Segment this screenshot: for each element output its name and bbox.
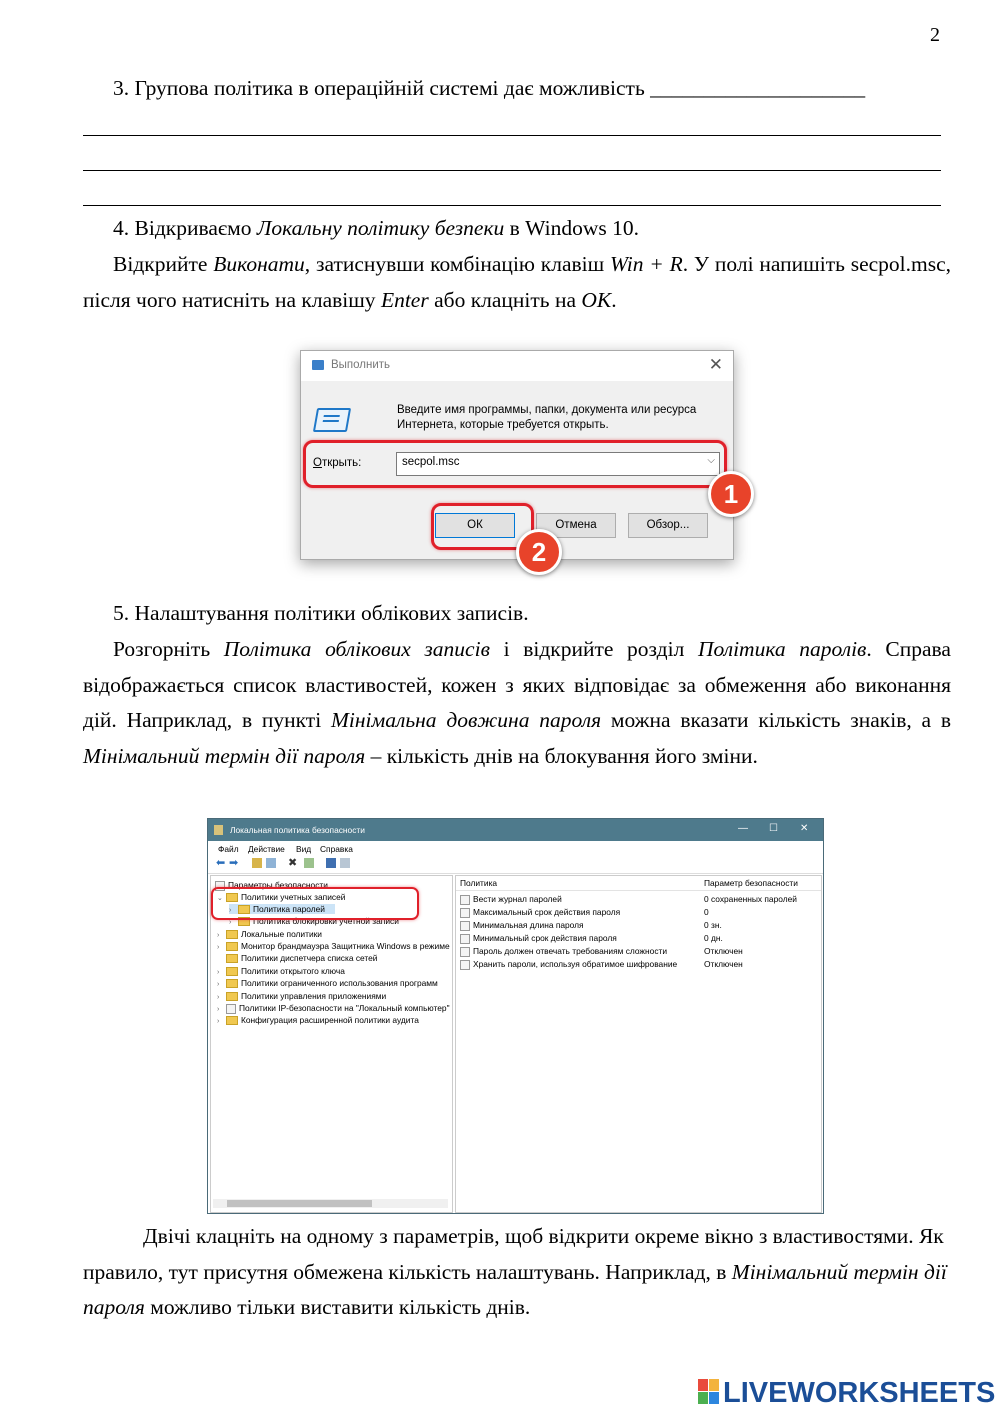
minimize-icon[interactable]: —	[738, 823, 748, 834]
chevron-right-icon: ›	[217, 981, 220, 988]
tree-item-ipsec[interactable]: › Политики IP-безопасности на "Локальный компьютер"	[217, 1003, 450, 1013]
policy-value: Отключен	[704, 946, 743, 956]
tree-pane	[210, 875, 453, 1213]
logo-icon	[698, 1379, 720, 1405]
folder-icon	[226, 1016, 238, 1025]
tree-item-network-list[interactable]: Политики диспетчера списка сетей	[217, 953, 377, 963]
policy-name: Хранить пароли, используя обратимое шифрование	[473, 959, 678, 969]
tree-item-account-policies[interactable]: ⌄ Политики учетных записей	[217, 892, 346, 902]
show-tree-icon[interactable]	[266, 858, 276, 868]
cancel-button[interactable]: Отмена	[536, 513, 616, 538]
chevron-right-icon: ›	[217, 994, 220, 1001]
tree-item-firewall[interactable]: › Монитор брандмауэра Защитника Windows в режиме	[217, 941, 450, 951]
menu-help[interactable]: Справка	[320, 844, 353, 854]
item5-paragraph: Розгорніть Політика облікових записів і відкрийте розділ Політика паролів. Справа відображається список властивостей, кожен з яких відповідає за обмеження або виконання дій. Наприклад, в пункті Мінімальна довжина пароля можна вказати кількість знаків, а в Мінімальний термін дії пароля – кількість днів на блокування його зміни.	[83, 637, 952, 768]
menu-action[interactable]: Действие	[248, 844, 285, 854]
highlight-input	[303, 440, 727, 488]
folder-icon	[226, 930, 238, 939]
menu-file[interactable]: Файл	[218, 844, 239, 854]
policy-name: Пароль должен отвечать требованиям сложности	[473, 946, 668, 956]
forward-icon[interactable]: ➡	[229, 857, 239, 869]
chevron-down-icon: ⌄	[217, 895, 223, 902]
folder-icon	[226, 942, 238, 951]
liveworksheets-logo: LIVEWORKSHEETS	[698, 1377, 995, 1409]
back-icon[interactable]: ⬅	[216, 857, 226, 869]
folder-icon	[226, 992, 238, 1001]
folder-icon	[226, 954, 238, 963]
open-input-value: secpol.msc	[402, 456, 460, 468]
policy-icon	[460, 934, 470, 944]
policy-value: 0 сохраненных паролей	[704, 894, 797, 904]
policy-value: 0	[704, 907, 709, 917]
run-titlebar	[301, 351, 733, 381]
export-icon[interactable]	[304, 858, 314, 868]
delete-icon[interactable]: ✖	[288, 857, 298, 869]
policy-row[interactable]	[460, 933, 617, 944]
folder-icon	[226, 979, 238, 988]
answer-line-1[interactable]	[83, 135, 941, 136]
item4-paragraph: Відкрийте Виконати, затиснувши комбінацію клавіш Win + R. У полі напишіть secpol.msc, після чого натисніть на клавішу Enter або клацніть на ОК.	[83, 252, 952, 312]
secpol-window	[207, 818, 824, 1214]
column-setting[interactable]: Параметр безопасности	[704, 878, 798, 888]
browse-button[interactable]: Обзор...	[628, 513, 708, 538]
up-folder-icon[interactable]	[252, 858, 262, 868]
policy-name: Минимальная длина пароля	[473, 920, 584, 930]
chevron-right-icon: ›	[217, 932, 220, 939]
ok-button[interactable]: ОК	[435, 513, 515, 538]
policy-icon	[460, 921, 470, 931]
help-icon[interactable]	[326, 858, 336, 868]
menu-bar	[208, 841, 823, 855]
close-icon[interactable]: ✕	[800, 823, 809, 834]
column-policy[interactable]: Политика	[460, 878, 498, 888]
policy-row[interactable]	[460, 946, 667, 957]
toolbar	[208, 855, 823, 874]
secpol-title: Локальная политика безопасности	[230, 825, 365, 835]
secpol-app-icon	[214, 825, 223, 835]
chevron-right-icon: ›	[217, 1006, 220, 1013]
chevron-right-icon: ›	[229, 919, 232, 926]
policy-row[interactable]	[460, 894, 562, 905]
policy-icon	[460, 947, 470, 957]
item3-question: 3. Групова політика в операційній системі дає можливість ____________________	[113, 76, 866, 100]
answer-line-3[interactable]	[83, 205, 941, 206]
step-badge-1: 1	[708, 471, 754, 517]
item5-title: 5. Налаштування політики облікових записів.	[113, 601, 529, 625]
chevron-right-icon: ›	[217, 969, 220, 976]
policy-name: Максимальный срок действия пароля	[473, 907, 621, 917]
ipsec-icon	[226, 1004, 236, 1014]
properties-icon[interactable]	[340, 858, 350, 868]
run-program-icon	[313, 408, 351, 432]
folder-icon	[226, 967, 238, 976]
tree-item-public-key[interactable]: › Политики открытого ключа	[217, 966, 345, 976]
policy-value: 0 дн.	[704, 933, 723, 943]
policy-value: Отключен	[704, 959, 743, 969]
closing-paragraph: Двічі клацніть на одному з параметрів, щоб відкрити окреме вікно з властивостями. Як правило, тут присутня обмежена кількість налаштувань. Наприклад, в Мінімальний термін дії пароля можливо тільки виставити кількість днів.	[83, 1224, 947, 1319]
chevron-right-icon: ›	[229, 907, 232, 914]
highlight-password-policy	[211, 887, 419, 920]
item4-title: 4. Відкриваємо Локальну політику безпеки в Windows 10.	[113, 216, 639, 240]
scrollbar-thumb[interactable]	[227, 1200, 372, 1207]
run-title: Выполнить	[331, 359, 391, 371]
horizontal-scrollbar[interactable]	[213, 1199, 448, 1208]
tree-item-audit[interactable]: › Конфигурация расширенной политики аудита	[217, 1015, 419, 1025]
close-icon[interactable]: ✕	[708, 355, 723, 374]
details-pane	[455, 875, 822, 1213]
policy-name: Вести журнал паролей	[473, 894, 562, 904]
policy-icon	[460, 895, 470, 905]
policy-name: Минимальный срок действия пароля	[473, 933, 617, 943]
run-app-icon	[312, 360, 324, 370]
policy-row[interactable]	[460, 959, 677, 970]
page-number: 2	[930, 24, 940, 46]
tree-item-software-restriction[interactable]: › Политики ограниченного использования программ	[217, 978, 438, 988]
tree-item-lockout-policy[interactable]: › Политика блокировки учетной записи	[229, 916, 399, 926]
policy-row[interactable]	[460, 907, 620, 918]
policy-icon	[460, 908, 470, 918]
chevron-right-icon: ›	[217, 1018, 220, 1025]
chevron-right-icon: ›	[217, 944, 220, 951]
policy-row[interactable]	[460, 920, 584, 931]
secpol-titlebar	[208, 819, 823, 841]
column-header	[456, 876, 821, 891]
run-description: Введите имя программы, папки, документа или ресурса Интернета, которые требуется открыть.	[397, 404, 697, 431]
step-badge-2: 2	[516, 529, 562, 575]
tree-item-app-control[interactable]: › Политики управления приложениями	[217, 991, 387, 1001]
maximize-icon[interactable]: ☐	[769, 823, 778, 834]
menu-view[interactable]: Вид	[296, 844, 312, 854]
open-label: Открыть:	[313, 457, 362, 469]
policy-value: 0 зн.	[704, 920, 722, 930]
tree-item-password-policy[interactable]: › Политика паролей	[229, 904, 335, 914]
tree-root[interactable]: Параметры безопасности	[215, 880, 328, 891]
tree-item-local-policies[interactable]: › Локальные политики	[217, 929, 322, 939]
chevron-down-icon[interactable]: ⌵	[707, 455, 715, 466]
policy-icon	[460, 960, 470, 970]
answer-line-2[interactable]	[83, 170, 941, 171]
